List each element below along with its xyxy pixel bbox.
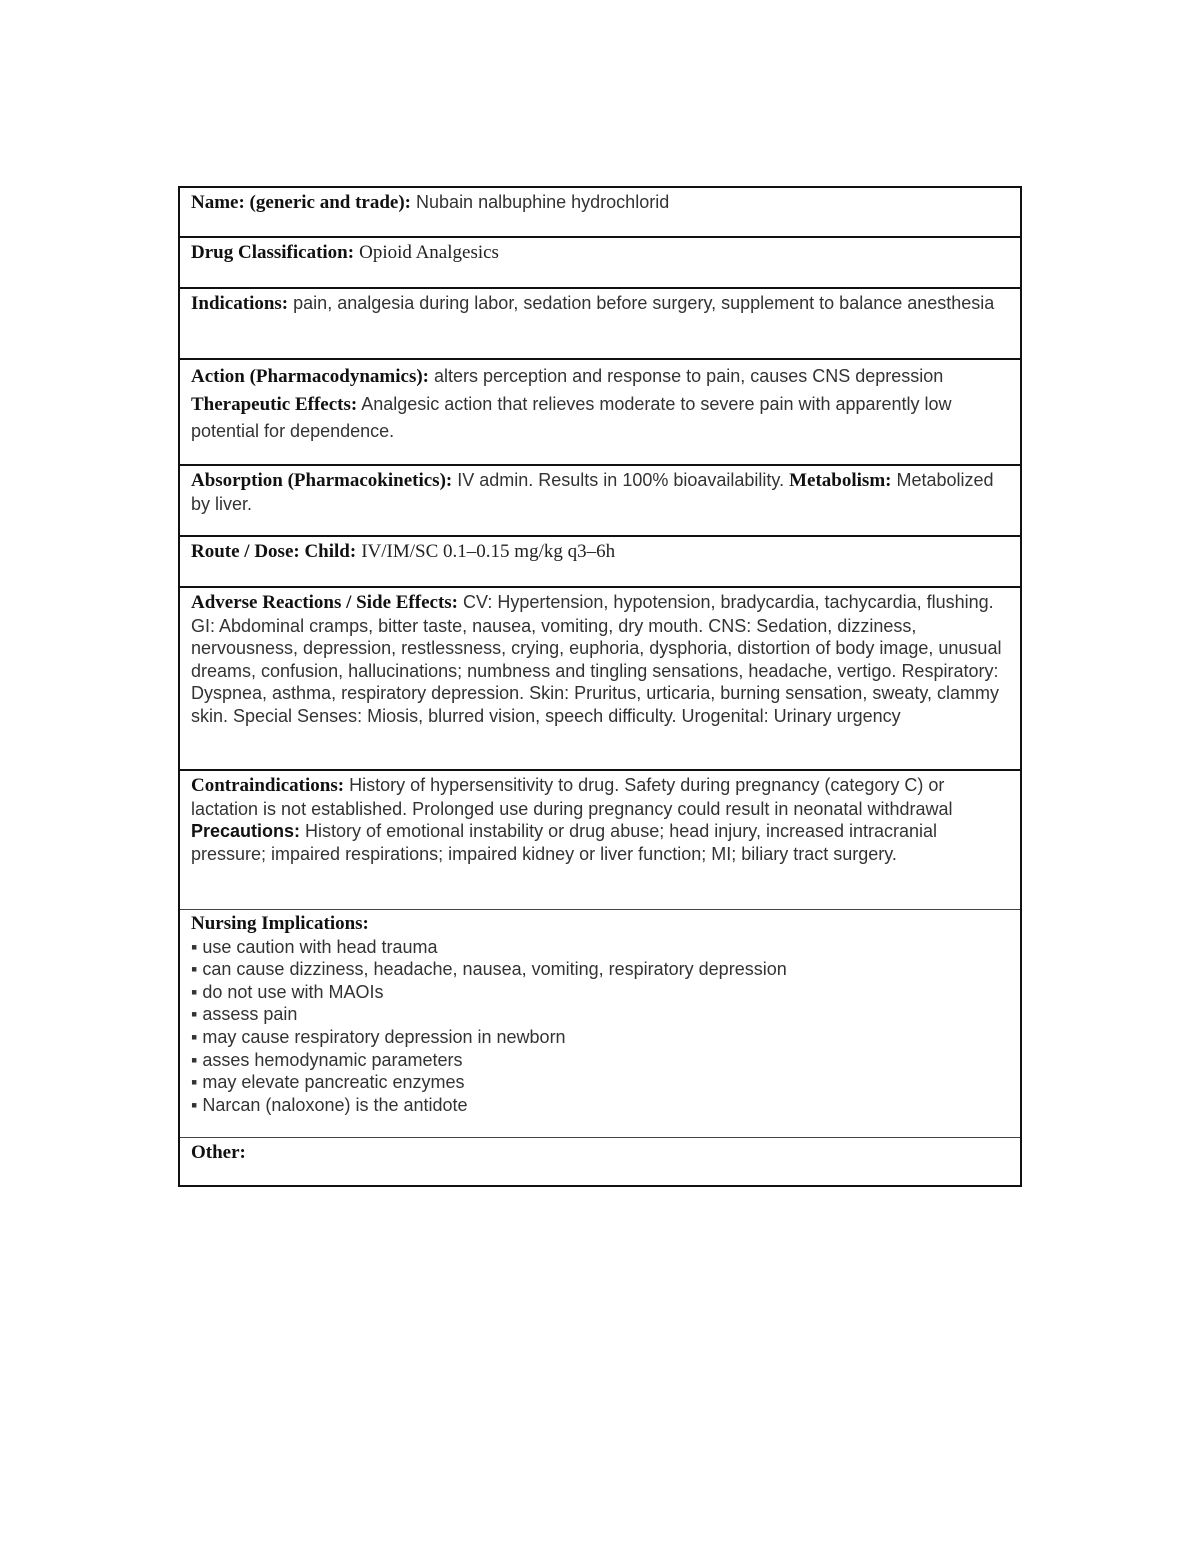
nursing-implications-row bbox=[180, 909, 1020, 1137]
list-item: ▪ can cause dizziness, headache, nausea, vomiting, respiratory depression bbox=[191, 959, 787, 980]
therapeutic-effects-value: Analgesic action that relieves moderate to severe pain with apparently low potential for dependence. bbox=[191, 393, 952, 441]
list-item: ▪ Narcan (naloxone) is the antidote bbox=[191, 1094, 468, 1115]
bullet-icon: ▪ bbox=[191, 936, 198, 957]
drug-card-table bbox=[178, 186, 1022, 1187]
nursing-implications-label: Nursing Implications: bbox=[191, 913, 369, 934]
other-row bbox=[180, 1137, 1020, 1185]
name-row bbox=[180, 188, 1020, 236]
precautions-value: History of emotional instability or drug abuse; head injury, increased intracranial pressure; impaired respirations; impaired kidney or liver function; MI; biliary tract surgery. bbox=[191, 821, 938, 864]
classification-label: Drug Classification: bbox=[191, 242, 355, 263]
absorption-value: IV admin. Results in 100% bioavailability. bbox=[457, 470, 785, 490]
bullet-icon: ▪ bbox=[191, 959, 198, 980]
bullet-icon: ▪ bbox=[191, 1049, 198, 1070]
contraindications-row bbox=[180, 769, 1020, 909]
list-item: ▪ do not use with MAOIs bbox=[191, 981, 384, 1002]
bullet-icon: ▪ bbox=[191, 981, 198, 1002]
classification-value: Opioid Analgesics bbox=[359, 242, 499, 263]
metabolism-label: Metabolism: bbox=[789, 470, 892, 491]
list-item: ▪ use caution with head trauma bbox=[191, 936, 438, 957]
precautions-label: Precautions: bbox=[191, 821, 301, 842]
list-item: ▪ may elevate pancreatic enzymes bbox=[191, 1072, 465, 1093]
action-label: Action (Pharmacodynamics): bbox=[191, 366, 429, 387]
contraindications-value: History of hypersensitivity to drug. Safety during pregnancy (category C) or lactation is not established. Prolonged use during pregnancy could result in neonatal withdrawal bbox=[191, 775, 953, 819]
indications-row bbox=[180, 287, 1020, 358]
indications-value: pain, analgesia during labor, sedation before surgery, supplement to balance anesthesia bbox=[293, 293, 995, 313]
bullet-icon: ▪ bbox=[191, 1004, 198, 1025]
list-item: ▪ may cause respiratory depression in newborn bbox=[191, 1026, 566, 1047]
route-dose-label: Route / Dose: Child: bbox=[191, 541, 357, 562]
other-label: Other: bbox=[191, 1142, 246, 1163]
adverse-reactions-label: Adverse Reactions / Side Effects: bbox=[191, 592, 459, 613]
absorption-label: Absorption (Pharmacokinetics): bbox=[191, 470, 453, 491]
bullet-icon: ▪ bbox=[191, 1026, 198, 1047]
action-row bbox=[180, 358, 1020, 464]
list-item: ▪ asses hemodynamic parameters bbox=[191, 1049, 463, 1070]
adverse-reactions-row bbox=[180, 586, 1020, 769]
name-value: Nubain nalbuphine hydrochlorid bbox=[416, 192, 670, 212]
contraindications-label: Contraindications: bbox=[191, 775, 345, 796]
bullet-icon: ▪ bbox=[191, 1072, 198, 1093]
action-value: alters perception and response to pain, causes CNS depression bbox=[434, 366, 944, 386]
indications-label: Indications: bbox=[191, 293, 289, 314]
metabolism-value: Metabolized by liver. bbox=[191, 470, 994, 514]
name-label: Name: (generic and trade): bbox=[191, 192, 412, 213]
classification-row bbox=[180, 236, 1020, 287]
therapeutic-effects-label: Therapeutic Effects: bbox=[191, 393, 358, 415]
route-dose-value: IV/IM/SC 0.1–0.15 mg/kg q3–6h bbox=[361, 541, 616, 562]
route-dose-row bbox=[180, 535, 1020, 586]
absorption-row bbox=[180, 464, 1020, 535]
bullet-icon: ▪ bbox=[191, 1094, 198, 1115]
list-item: ▪ assess pain bbox=[191, 1004, 298, 1025]
nursing-implications-list bbox=[191, 936, 1008, 1117]
adverse-reactions-value: CV: Hypertension, hypotension, bradycardia, tachycardia, flushing. GI: Abdominal cramps, bitter taste, nausea, vomiting, dry mouth. CNS: Sedation, dizziness, nervousness, depression, restlessness, crying, euphoria, dysphoria, distortion of body image, unusual dreams, confusion, hallucinations; numbness and tingling sensations, headache, vertigo. Respiratory: Dyspnea, asthma, respiratory depression. Skin: Pruritus, urticaria, burning sensation, sweaty, clammy skin. Special Senses: Miosis, blurred vision, speech difficulty. Urogenital: Urinary urgency bbox=[191, 592, 1002, 726]
